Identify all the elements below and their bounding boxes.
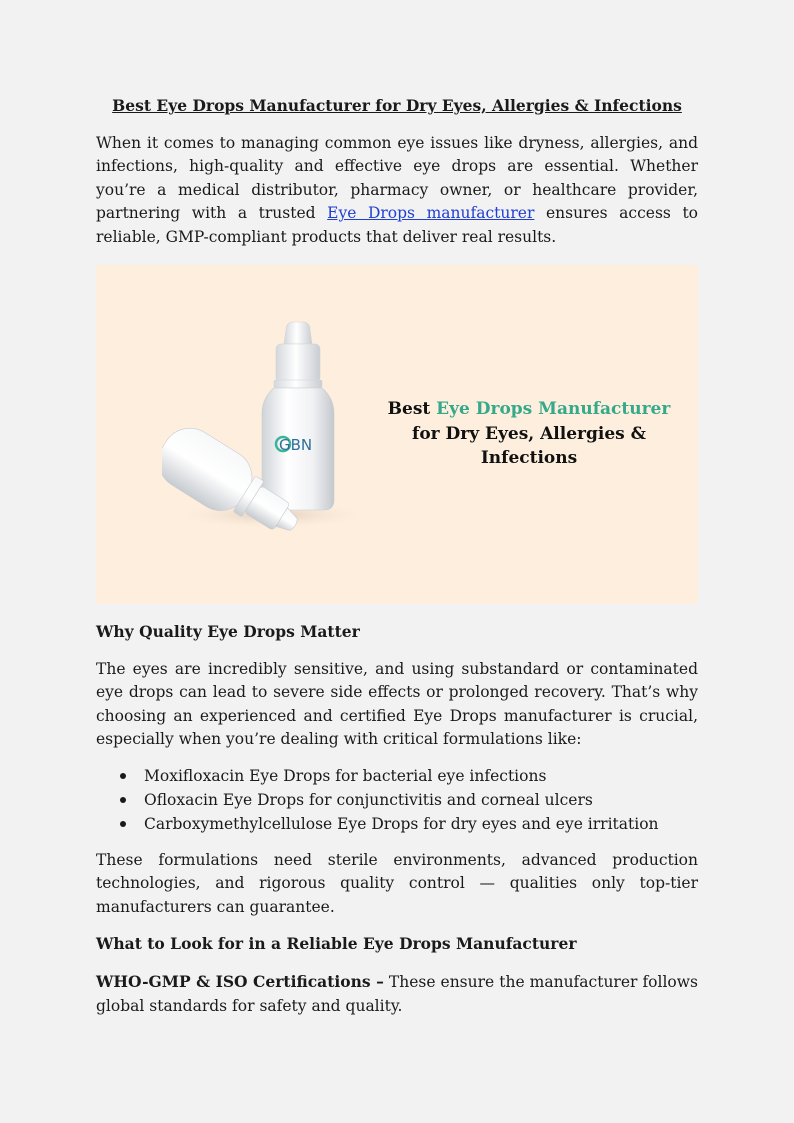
quality-paragraph: The eyes are incredibly sensitive, and using substandard or contaminated eye drops can lead to severe side effects or prolonged recovery. That’s why choosing an experienced and certified Eye Drops manufacturer is crucial, especially when you’re dealing with critical formulations like: bbox=[96, 660, 698, 749]
list-item-text: Moxifloxacin Eye Drops for bacterial eye infections bbox=[144, 766, 547, 785]
certification-text: These ensure the manufacturer follows global standards for safety and quality. bbox=[96, 973, 698, 1015]
bullet-icon bbox=[120, 821, 126, 827]
certification-lead: WHO-GMP & ISO Certifications – bbox=[96, 972, 384, 992]
bullet-icon bbox=[120, 773, 126, 779]
banner-line1-prefix: Best bbox=[387, 399, 437, 420]
bullet-icon bbox=[120, 797, 126, 803]
eye-drops-manufacturer-link[interactable]: Eye Drops manufacturer bbox=[327, 204, 535, 223]
banner-line1-accent: Eye Drops Manufacturer bbox=[436, 399, 671, 420]
list-item-text: Carboxymethylcellulose Eye Drops for dry eyes and eye irritation bbox=[144, 815, 659, 834]
certification-paragraph bbox=[96, 970, 698, 1018]
formulation-list bbox=[96, 764, 698, 837]
section-heading-reliable: What to Look for in a Reliable Eye Drops Manufacturer bbox=[96, 934, 577, 954]
banner-headline bbox=[386, 397, 672, 471]
formulation-closing-paragraph: These formulations need sterile environments, advanced production technologies, and rigorous quality control — qualities only top-tier manufacturers can guarantee. bbox=[96, 850, 698, 916]
document-title: Best Eye Drops Manufacturer for Dry Eyes, Allergies & Infections bbox=[112, 96, 682, 115]
intro-paragraph bbox=[96, 132, 698, 249]
document-body bbox=[96, 95, 698, 1032]
list-item bbox=[96, 764, 698, 788]
banner-image bbox=[96, 265, 698, 604]
eye-drop-bottles-image bbox=[162, 320, 382, 560]
banner-line2: for Dry Eyes, Allergies & bbox=[412, 423, 646, 444]
intro-text-end: ensures access to reliable, GMP-compliant products that deliver real results. bbox=[96, 204, 698, 246]
banner-line3: Infections bbox=[480, 448, 578, 469]
list-item bbox=[96, 812, 698, 836]
section-heading-quality: Why Quality Eye Drops Matter bbox=[96, 622, 360, 642]
list-item-text: Ofloxacin Eye Drops for conjunctivitis and corneal ulcers bbox=[144, 791, 593, 810]
standing-bottle bbox=[262, 322, 334, 510]
intro-text-start: When it comes to managing common eye issues like dryness, allergies, and infections, high-quality and effective eye drops are essential. Whether you’re a medical distributor, pharmacy owner, or healthcare provider, partnering with a trusted bbox=[96, 134, 698, 223]
brand-logo: GBN bbox=[279, 436, 313, 455]
list-item bbox=[96, 788, 698, 812]
